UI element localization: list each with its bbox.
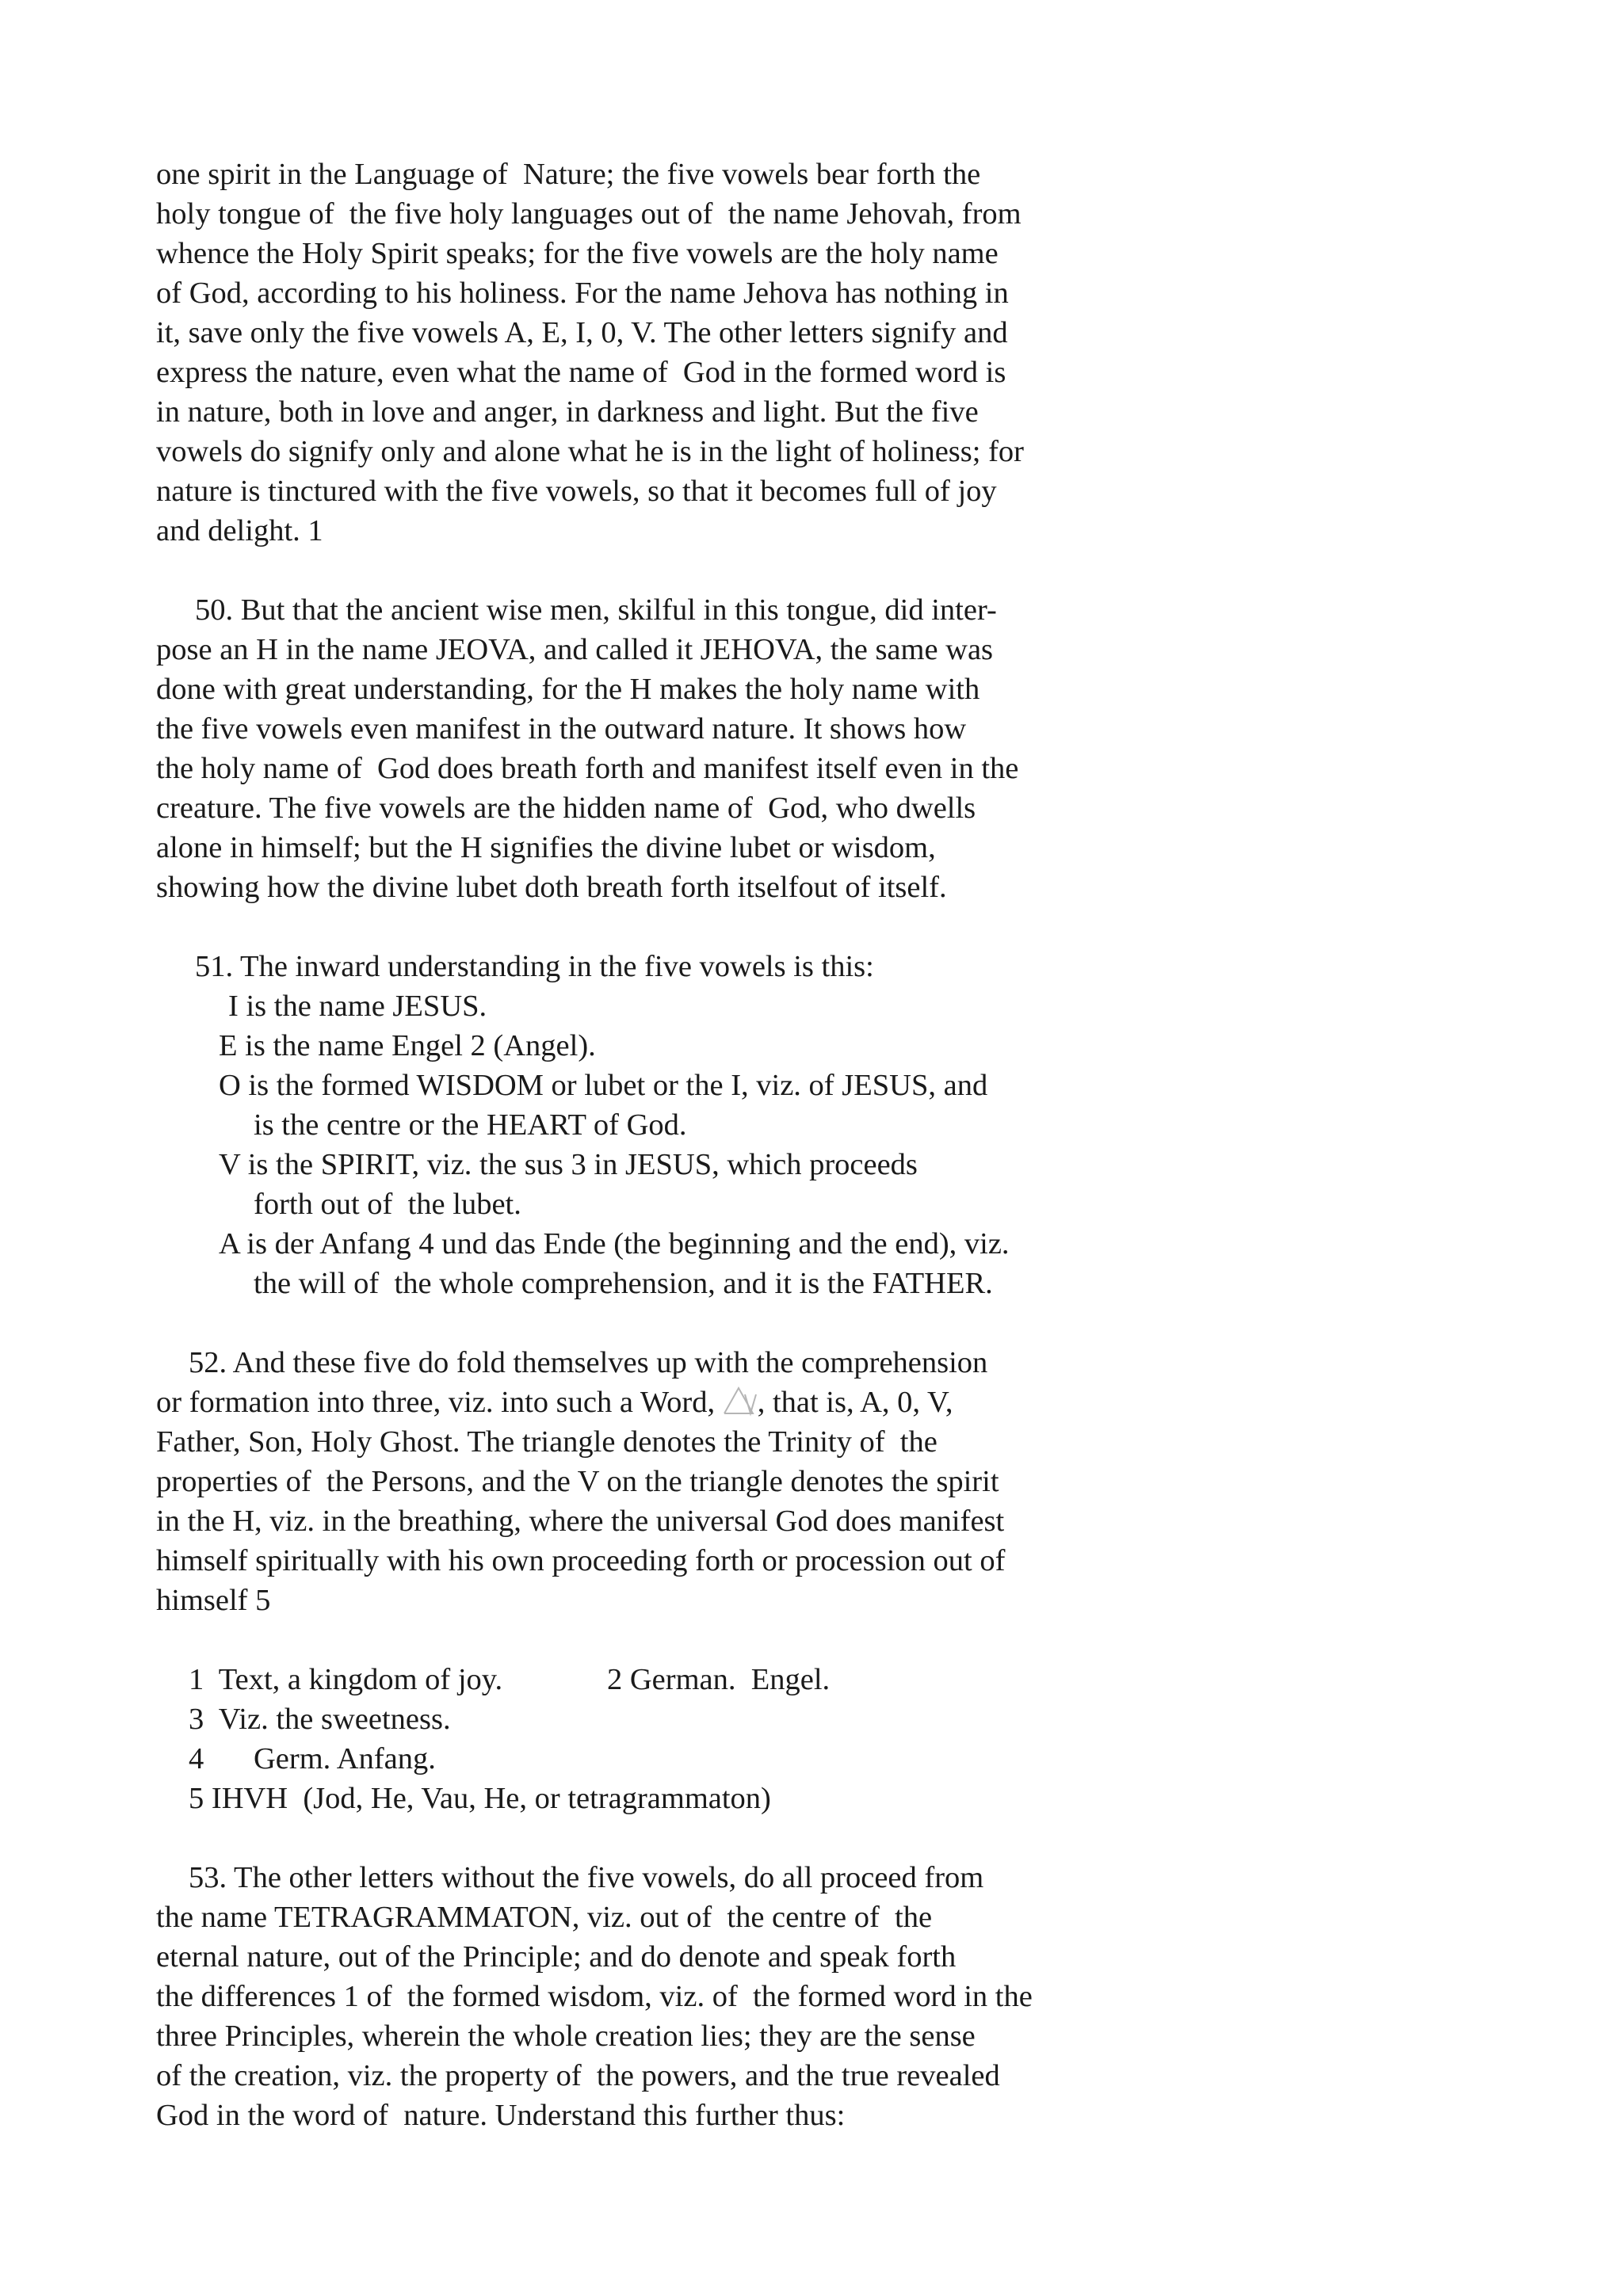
text-line: of God, according to his holiness. For the name Jehova has nothing in <box>156 277 1009 310</box>
text-line: express the nature, even what the name of God in the formed word is <box>156 356 1006 389</box>
footnote-1: 1 Text, a kingdom of joy. <box>189 1663 503 1696</box>
text-segment: or formation into three, viz. into such a Word, <box>156 1386 723 1419</box>
text-line: eternal nature, out of the Principle; and do denote and speak forth <box>156 1940 957 1974</box>
text-line: the holy name of God does breath forth and manifest itself even in the <box>156 752 1019 785</box>
vowel-item-e: E is the name Engel 2 (Angel). <box>219 1029 596 1062</box>
footnote-2: 2 German. Engel. <box>607 1663 831 1696</box>
text-line: three Principles, wherein the whole creation lies; they are the sense <box>156 2019 976 2053</box>
text-line: of the creation, viz. the property of the powers, and the true revealed <box>156 2059 1000 2092</box>
text-line: pose an H in the name JEOVA, and called it JEHOVA, the same was <box>156 633 994 666</box>
vowel-item-a: A is der Anfang 4 und das Ende (the beginning and the end), viz. <box>219 1227 1010 1261</box>
text-line: it, save only the five vowels A, E, I, 0, V. The other letters signify and <box>156 316 1008 349</box>
text-line: holy tongue of the five holy languages out of the name Jehovah, from <box>156 197 1022 231</box>
text-line: and delight. 1 <box>156 514 323 547</box>
text-line: the five vowels even manifest in the outward nature. It shows how <box>156 712 967 746</box>
text-line: done with great understanding, for the H makes the holy name with <box>156 673 980 706</box>
text-line: nature is tinctured with the five vowels, so that it becomes full of joy <box>156 475 997 508</box>
text-line: alone in himself; but the H signifies the divine lubet or wisdom, <box>156 831 936 864</box>
paragraph-first-line: 53. The other letters without the five vowels, do all proceed from <box>189 1861 984 1894</box>
text-line: one spirit in the Language of Nature; the five vowels bear forth the <box>156 158 981 191</box>
paragraph-first-line: 51. The inward understanding in the five vowels is this: <box>195 950 874 983</box>
triangle-v-icon <box>723 1385 758 1417</box>
text-line: properties of the Persons, and the V on the triangle denotes the spirit <box>156 1465 999 1498</box>
text-line: Father, Son, Holy Ghost. The triangle denotes the Trinity of the <box>156 1425 938 1459</box>
footnote-5: 5 IHVH (Jod, He, Vau, He, or tetragrammaton) <box>189 1782 771 1815</box>
footnote-4-number: 4 <box>189 1742 204 1775</box>
text-line: whence the Holy Spirit speaks; for the five vowels are the holy name <box>156 237 999 270</box>
vowel-item-v: V is the SPIRIT, viz. the sus 3 in JESUS, which proceeds <box>219 1148 918 1181</box>
footnote-3: 3 Viz. the sweetness. <box>189 1703 451 1736</box>
text-line: God in the word of nature. Understand this further thus: <box>156 2099 846 2132</box>
vowel-item-i: I is the name JESUS. <box>228 990 487 1023</box>
text-line: in the H, viz. in the breathing, where the universal God does manifest <box>156 1505 1005 1538</box>
footnote-4-text: Germ. Anfang. <box>254 1742 436 1775</box>
text-line: the name TETRAGRAMMATON, viz. out of the centre of the <box>156 1901 933 1934</box>
text-line: vowels do signify only and alone what he is in the light of holiness; for <box>156 435 1024 468</box>
text-line: creature. The five vowels are the hidden name of God, who dwells <box>156 791 976 825</box>
text-line: himself spiritually with his own proceeding forth or procession out of <box>156 1544 1006 1577</box>
vowel-item-v-continuation: forth out of the lubet. <box>254 1188 521 1221</box>
paragraph-first-line: 50. But that the ancient wise men, skilful in this tongue, did inter- <box>195 593 997 627</box>
text-line: the differences 1 of the formed wisdom, viz. of the formed word in the <box>156 1980 1033 2013</box>
text-line: himself 5 <box>156 1584 271 1617</box>
text-line: in nature, both in love and anger, in darkness and light. But the five <box>156 395 979 429</box>
text-line: showing how the divine lubet doth breath forth itselfout of itself. <box>156 871 947 904</box>
vowel-item-a-continuation: the will of the whole comprehension, and it is the FATHER. <box>254 1267 993 1300</box>
vowel-item-o: O is the formed WISDOM or lubet or the I, viz. of JESUS, and <box>219 1069 988 1102</box>
text-line-with-triangle <box>156 1383 953 1422</box>
paragraph-first-line: 52. And these five do fold themselves up with the comprehension <box>189 1346 988 1379</box>
text-segment: , that is, A, 0, V, <box>757 1386 953 1419</box>
vowel-item-o-continuation: is the centre or the HEART of God. <box>254 1108 687 1142</box>
